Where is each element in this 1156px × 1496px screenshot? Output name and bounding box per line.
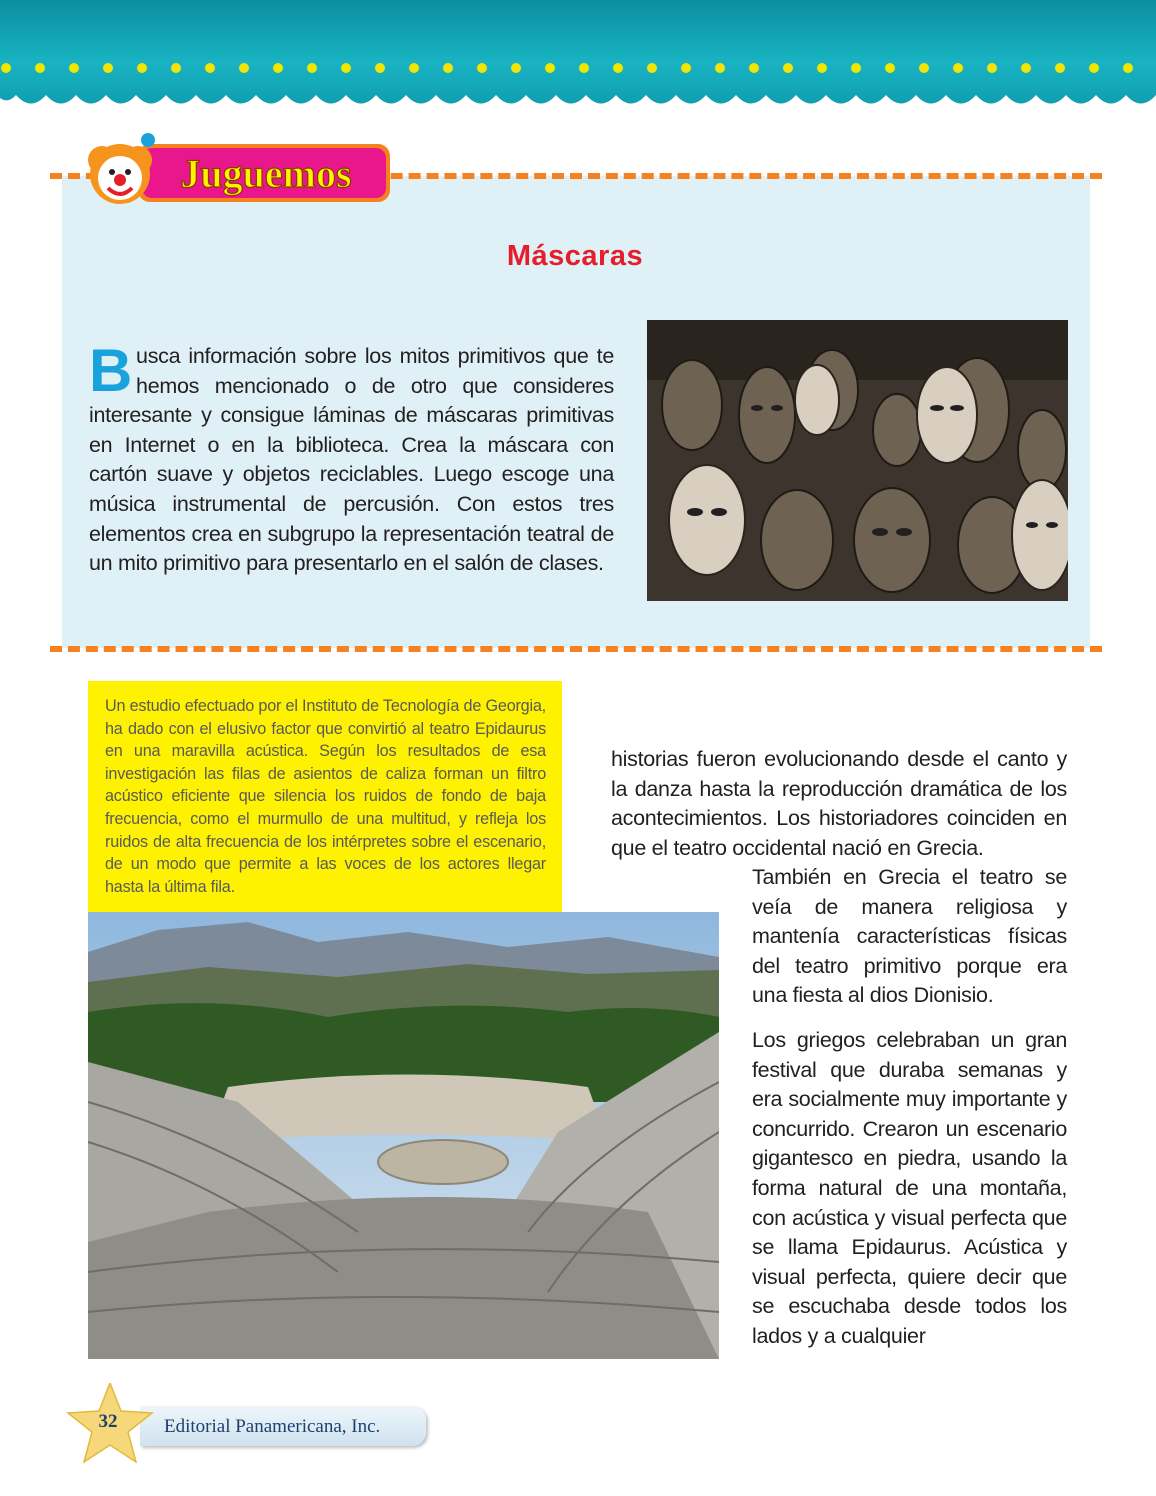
body-paragraph-bottom: Los griegos celebraban un gran festival que duraba semanas y era socialmente muy importante y concurrido. Crearon un escenario gigantesco en piedra, usando la forma natural de una montaña, con acústica y visual perfecta que se llama Epidaurus. Acústica y visual perfecta, quiere decir que se escuchaba desde todos los lados y a cualquier	[752, 1028, 1067, 1348]
primitive-masks-photo	[647, 320, 1068, 601]
fact-text: Un estudio efectuado por el Instituto de Tecnología de Georgia, ha dado con el elusivo factor que convirtió al teatro Epidaurus en una maravilla acústica. Según los resultados de esa investigación las filas de asientos de caliza forman un filtro acústico eficiente que silencia los ruidos de fondo de baja frecuencia, como el murmullo de una multitud, y refleja los ruidos de alta frecuencia de los intérpretes sobre el escenario, de un modo que permite a las voces de los actores llegar hasta la última fila.	[105, 697, 546, 896]
badge-label: Juguemos	[180, 151, 352, 196]
juguemos-badge	[80, 126, 395, 208]
drop-cap: B	[89, 337, 133, 404]
page-number: 32	[98, 1411, 118, 1432]
fact-box	[88, 681, 562, 912]
top-banner	[0, 0, 1156, 130]
activity-bottom-border	[50, 646, 1102, 652]
activity-paragraph	[89, 337, 614, 579]
body-paragraph-mid: También en Grecia el teatro se veía de manera religiosa y mantenía características físicas del teatro primitivo porque era una fiesta al dios Dionisio.	[752, 865, 1067, 1008]
body-paragraph-top: historias fueron evolucionando desde el canto y la danza hasta la reproducción dramática de los acontecimientos. Los historiadores coinciden en que el teatro occidental nació en Grecia.	[611, 747, 1067, 860]
epidaurus-theater-photo	[88, 912, 719, 1359]
activity-body-text: usca información sobre los mitos primitivos que te hemos mencionado o de otro que consideres interesante y consigue láminas de máscaras primitivas en Internet o en la biblioteca. Crea la máscara con cartón suave y objetos reciclables. Luego escoge una música instrumental de percusión. Con estos tres elementos crea en subgrupo la representación teatral de un mito primitivo para presentarlo en el salón de clases.	[89, 344, 614, 576]
publisher-name: Editorial Panamericana, Inc.	[164, 1416, 381, 1437]
activity-title: Máscaras	[506, 240, 644, 272]
